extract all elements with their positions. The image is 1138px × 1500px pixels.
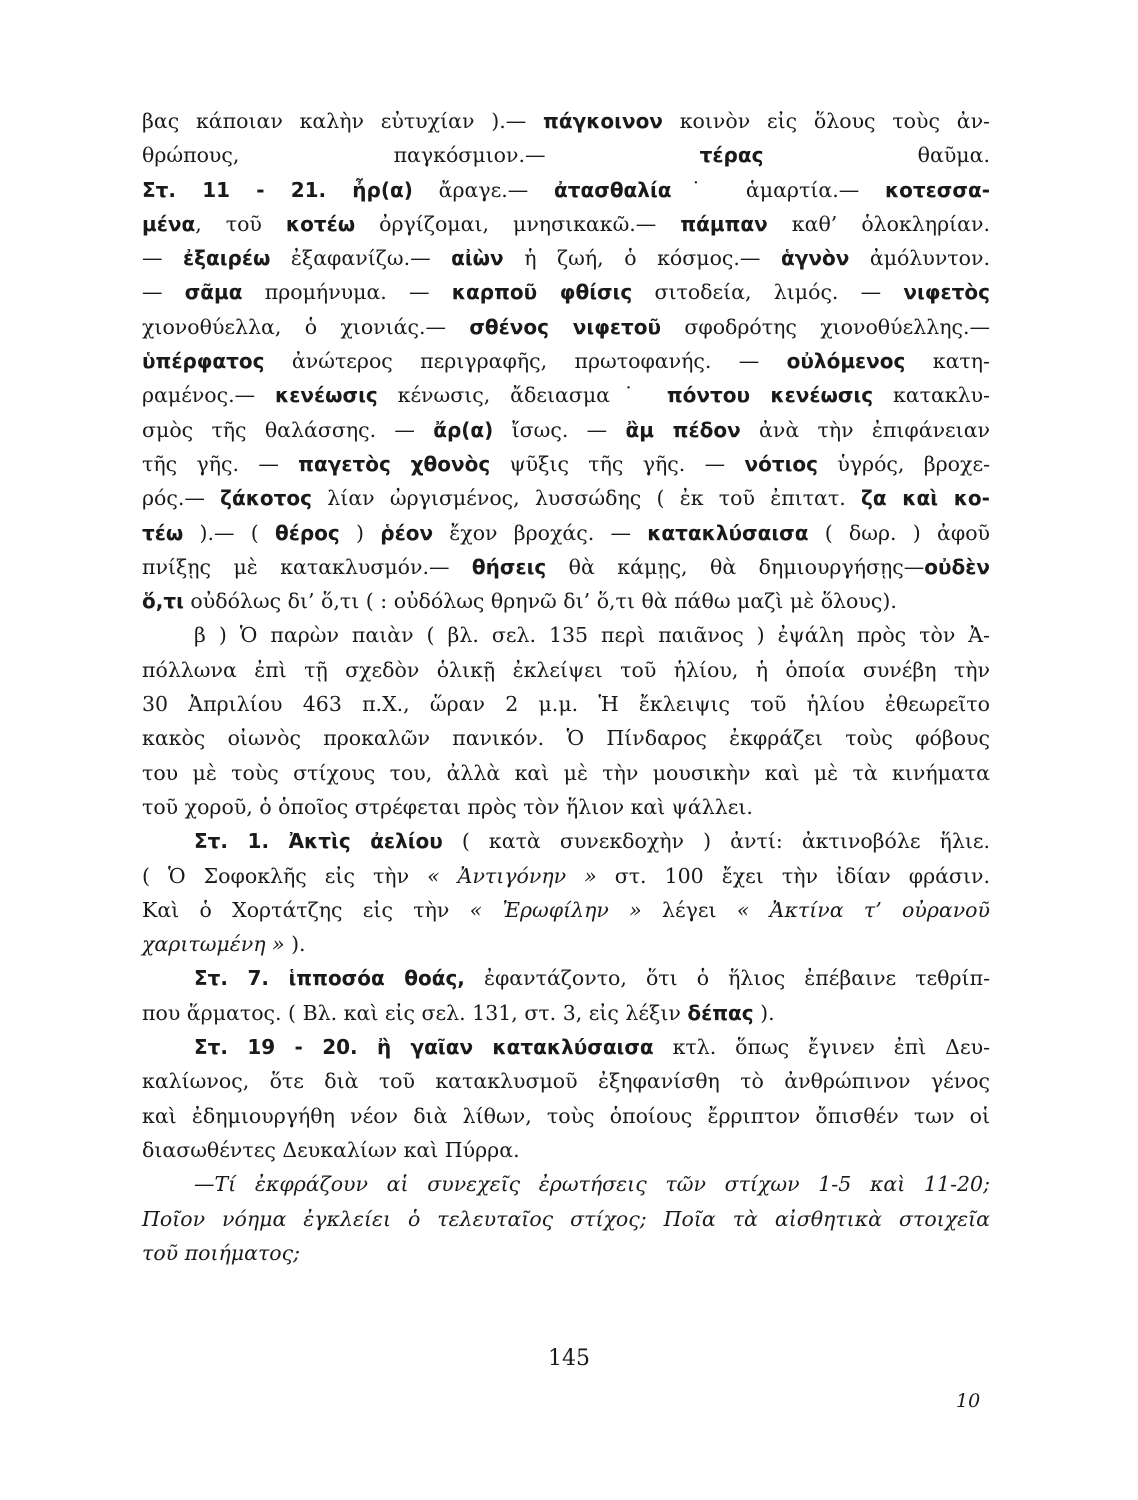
headword: ἐξαιρέω	[183, 246, 271, 271]
text-line	[142, 1099, 990, 1133]
text-line	[142, 344, 990, 378]
text-segment: θρώπους, παγκόσμιον.—	[142, 143, 700, 168]
text-line	[142, 207, 990, 241]
headword: νιφετὸς	[903, 280, 990, 305]
text-line	[142, 961, 990, 995]
text-segment: βας κάποιαν καλὴν εὐτυχίαν ).—	[142, 109, 544, 133]
text-line	[142, 378, 990, 412]
text-segment: 30 Ἀπριλίου 463 π.Χ., ὥραν 2 μ.μ. Ἡ ἔκλειψις τοῦ ἡλίου ἐθεωρεῖτο	[142, 692, 990, 717]
text-line	[142, 413, 990, 447]
text-segment: ἔχον βροχάς. —	[433, 520, 648, 545]
text-line	[142, 756, 990, 790]
headword: κοτεσσα-	[884, 177, 990, 202]
italic-text: —Τί ἐκφράζουν αἱ συνεχεῖς ἐρωτήσεις τῶν στίχων 1-5 καὶ 11-20;	[194, 1172, 990, 1197]
headword: ζάκοτος	[220, 486, 313, 511]
text-line	[142, 138, 990, 172]
headword: σθένος νιφετοῦ	[469, 314, 662, 339]
italic-text: « Ἀντιγόνην »	[427, 863, 597, 888]
headword: καρποῦ φθίσις	[451, 280, 633, 305]
text-line	[142, 618, 990, 652]
text-line	[142, 1133, 990, 1167]
headword: οὐδὲν	[924, 554, 990, 579]
text-segment: καὶ ἐδημιουργήθη νέον διὰ λίθων, τοὺς ὁποίους ἔρριπτον ὄπισθέν των οἱ	[142, 1103, 990, 1128]
text-segment: διασωθέντες Δευκαλίων καὶ Πύρρα.	[142, 1137, 520, 1162]
page-number: 145	[548, 1346, 590, 1371]
headword: Στ. 7. ἱπποσόα θοάς,	[194, 966, 465, 991]
headword: ἁγνὸν	[780, 246, 850, 271]
text-segment: —	[142, 280, 185, 305]
text-line	[142, 481, 990, 515]
headword: δέπας	[687, 1000, 754, 1025]
headword: τέρας	[699, 143, 764, 168]
headword: θήσεις	[471, 554, 547, 579]
text-line	[142, 1236, 990, 1270]
text-line	[142, 516, 990, 550]
text-line	[142, 550, 990, 584]
text-line	[142, 824, 990, 858]
text-line	[142, 790, 990, 824]
text-segment: σμὸς τῆς θαλάσσης. —	[142, 417, 434, 442]
text-segment: ἴσως. —	[493, 417, 626, 442]
text-segment: ˙ ἁμαρτία.—	[671, 177, 885, 202]
text-line	[142, 721, 990, 755]
text-segment: λίαν ὠργισμένος, λυσσώδης ( ἐκ τοῦ ἐπιτατ.	[312, 486, 862, 511]
text-segment: οὐδόλως δι’ ὅ,τι ( : οὐδόλως θρηνῶ δι’ ὅ,τι θὰ πάθω μαζὶ μὲ ὅλους).	[183, 589, 897, 614]
text-segment: ).— (	[183, 520, 275, 545]
text-segment: Καὶ ὁ Χορτάτζης εἰς τὴν	[142, 897, 470, 922]
text-segment: ).	[284, 932, 306, 957]
headword: πόντου κενέωσις	[666, 383, 874, 408]
headword: Στ. 19 - 20. ἢ γαῖαν κατακλύσαισα	[194, 1035, 654, 1060]
headword: ῥέον	[380, 520, 434, 545]
text-segment: κτλ. ὅπως ἔγινεν ἐπὶ Δευ-	[653, 1035, 991, 1060]
text-line	[142, 859, 990, 893]
text-segment: πνίξῃς μὲ κατακλυσμόν.—	[142, 554, 472, 579]
headword: πάγκοινον	[543, 109, 663, 133]
text-line	[142, 310, 990, 344]
text-segment: τῆς γῆς. —	[142, 451, 299, 476]
text-segment: κατη-	[905, 349, 990, 374]
text-line	[142, 241, 990, 275]
headword: ἀτασθαλία	[554, 177, 672, 202]
text-segment: προμήνυμα. —	[242, 280, 452, 305]
text-segment: σιτοδεία, λιμός. —	[632, 280, 904, 305]
headword: ἄρ(α)	[433, 417, 494, 442]
text-segment: β ) Ὁ παρὼν παιὰν ( βλ. σελ. 135 περὶ παιᾶνος ) ἐψάλη πρὸς τὸν Ἀ-	[194, 623, 990, 648]
italic-text: Ποῖον νόημα ἐγκλείει ὁ τελευταῖος στίχος; Ποῖα τὰ αἰσθητικὰ στοιχεῖα	[142, 1206, 990, 1231]
text-segment: ( δωρ. ) ἀφοῦ	[808, 520, 991, 545]
signature-mark: 10	[956, 1390, 981, 1412]
text-line	[142, 893, 990, 927]
text-line	[142, 687, 990, 721]
text-segment: ἐξαφανίζω.—	[270, 246, 452, 271]
text-segment: κακὸς οἰωνὸς προκαλῶν πανικόν. Ὁ Πίνδαρος ἐκφράζει τοὺς φόβους	[142, 726, 990, 751]
text-segment: λέγει	[641, 897, 737, 922]
text-segment: καλίωνος, ὅτε διὰ τοῦ κατακλυσμοῦ ἐξηφανίσθη τὸ ἀνθρώπινον γένος	[142, 1069, 990, 1094]
text-segment: ρός.—	[142, 486, 221, 511]
headword: πάμπαν	[680, 211, 768, 236]
text-segment: του μὲ τοὺς στίχους του, ἀλλὰ καὶ μὲ τὴν μουσικὴν καὶ μὲ τὰ κινήματα	[142, 760, 990, 785]
headword: αἰὼν	[451, 246, 504, 271]
text-segment: σφοδρότης χιονοθύελλης.—	[661, 314, 990, 339]
text-segment: ( Ὁ Σοφοκλῆς εἰς τὴν	[142, 863, 428, 888]
text-segment: ραμένος.—	[142, 383, 276, 408]
headword: Στ. 1. Ἀκτὶς ἀελίου	[194, 829, 443, 854]
headword: ὅ,τι	[142, 589, 184, 614]
text-segment: χιονοθύελλα, ὁ χιονιάς.—	[142, 314, 470, 339]
text-line	[142, 173, 990, 207]
headword: θέρος	[274, 520, 340, 545]
text-segment: τοῦ χοροῦ, ὁ ὁποῖος στρέφεται πρὸς τὸν ἥλιον καὶ ψάλλει.	[142, 794, 753, 819]
text-line	[142, 104, 990, 138]
text-segment: ).	[753, 1000, 775, 1025]
headword: τέω	[142, 520, 184, 545]
text-segment: ἐφαντάζοντο, ὅτι ὁ ἥλιος ἐπέβαινε τεθρίπ-	[464, 966, 990, 991]
text-segment: που ἅρματος. ( Βλ. καὶ εἰς σελ. 131, στ. 3, εἰς λέξιν	[142, 1000, 688, 1025]
headword: ἂμ πέδον	[625, 417, 741, 442]
text-line	[142, 996, 990, 1030]
text-segment: ἀνώτερος περιγραφῆς, πρωτοφανής. —	[264, 349, 787, 374]
text-segment: θὰ κάμῃς, θὰ δημιουργήσῃς—	[546, 554, 925, 579]
text-segment: ( κατὰ συνεκδοχὴν ) ἀντί: ἀκτινοβόλε ἥλιε.	[442, 829, 990, 854]
headword: οὐλόμενος	[786, 349, 906, 374]
commentary-text	[142, 104, 990, 1270]
headword: ὑπέρφατος	[142, 349, 265, 374]
headword: παγετὸς χθονὸς	[298, 451, 491, 476]
text-line	[142, 1167, 990, 1201]
text-line	[142, 275, 990, 309]
text-segment: —	[142, 246, 184, 271]
text-line	[142, 584, 990, 618]
italic-text: « Ἀκτίνα τ’ οὐρανοῦ	[736, 897, 990, 922]
text-segment: ὀργίζομαι, μνησικακῶ.—	[355, 211, 681, 236]
text-segment: καθ’ ὁλοκληρίαν.	[767, 211, 990, 236]
text-segment: ὑγρός, βροχε-	[817, 451, 990, 476]
text-line	[142, 447, 990, 481]
text-segment: )	[339, 520, 381, 545]
italic-text: τοῦ ποιήματος;	[142, 1240, 301, 1265]
text-line	[142, 1030, 990, 1064]
text-line	[142, 1202, 990, 1236]
text-line	[142, 927, 990, 961]
headword: νότιος	[744, 451, 818, 476]
text-segment: πόλλωνα ἐπὶ τῇ σχεδὸν ὁλικῇ ἐκλείψει τοῦ ἡλίου, ἡ ὁποία συνέβη τὴν	[142, 657, 990, 682]
text-segment: στ. 100 ἔχει τὴν ἰδίαν φράσιν.	[596, 863, 990, 888]
text-segment: ψῦξις τῆς γῆς. —	[490, 451, 745, 476]
headword: μένα	[142, 211, 196, 236]
text-line	[142, 1064, 990, 1098]
headword: σᾶμα	[184, 280, 243, 305]
text-segment: ἡ ζωή, ὁ κόσμος.—	[503, 246, 781, 271]
text-segment: θαῦμα.	[763, 143, 990, 168]
italic-text: « Ἐρωφίλην »	[469, 897, 642, 922]
text-segment: ἀμόλυντον.	[849, 246, 990, 271]
text-segment: κατακλυ-	[873, 383, 990, 408]
text-segment: κένωσις, ἄδειασμα˙	[377, 383, 667, 408]
text-segment: , τοῦ	[195, 211, 286, 236]
italic-text: χαριτωμένη »	[142, 932, 285, 957]
text-segment: κοινὸν εἰς ὅλους τοὺς ἀν-	[662, 109, 990, 133]
headword: κατακλύσαισα	[647, 520, 809, 545]
headword: Στ. 11 - 21. ἦρ(α)	[142, 177, 413, 202]
headword: κοτέω	[285, 211, 356, 236]
text-segment: ἀνὰ τὴν ἐπιφάνειαν	[740, 417, 991, 442]
text-segment: ἄραγε.—	[412, 177, 554, 202]
headword: ζα καὶ κο-	[861, 486, 990, 511]
text-line	[142, 653, 990, 687]
headword: κενέωσις	[275, 383, 378, 408]
